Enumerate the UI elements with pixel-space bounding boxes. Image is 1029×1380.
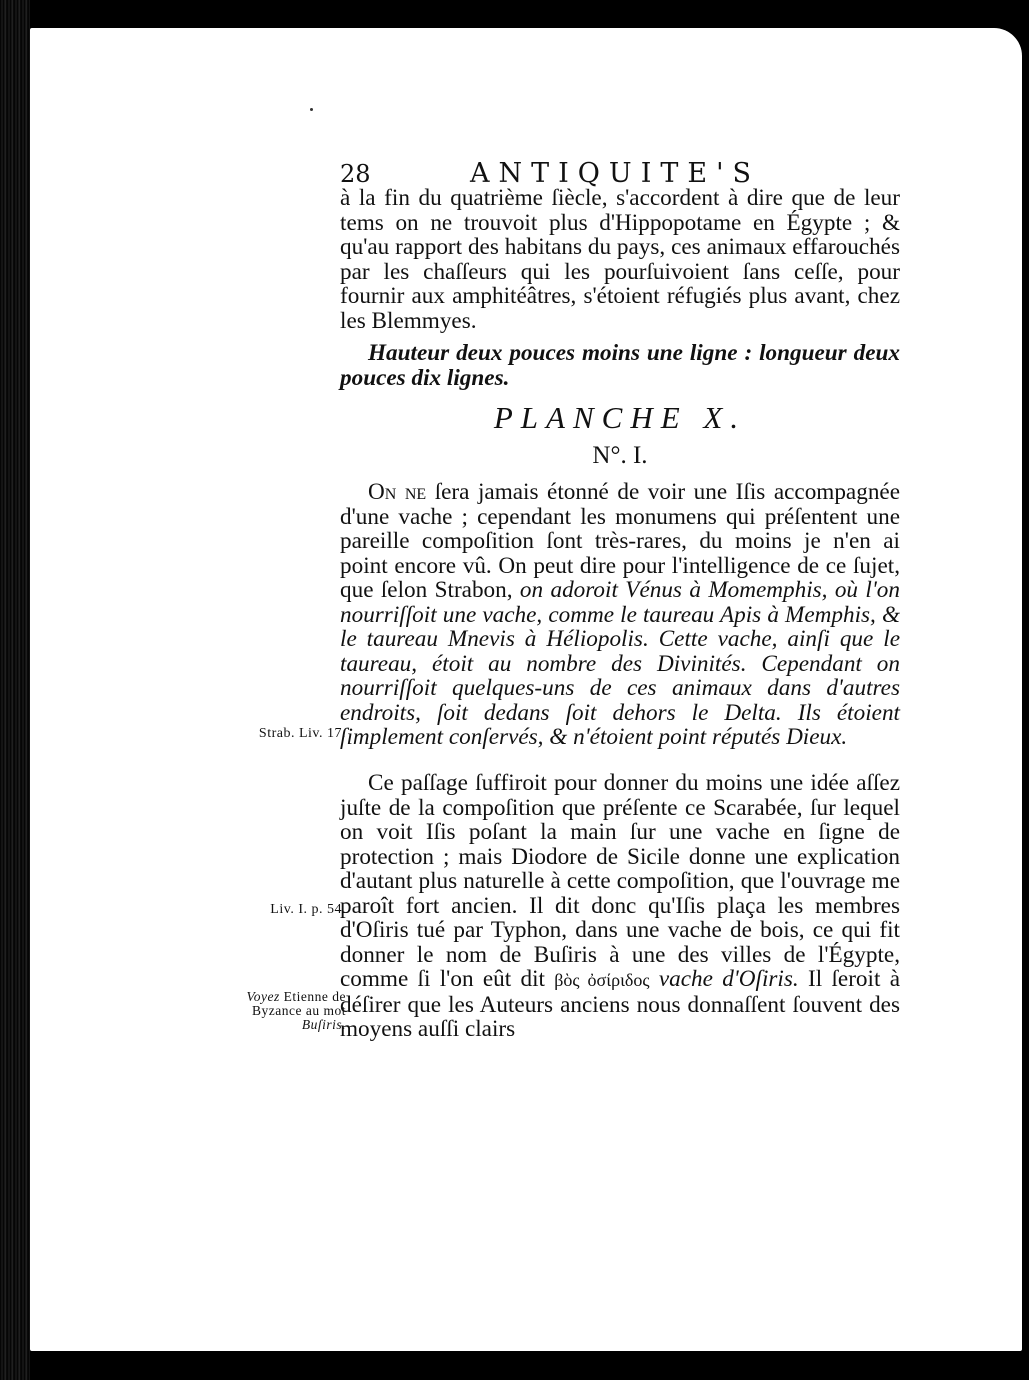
greek-phrase: βὸς ὀσίριδος xyxy=(554,970,650,990)
dimensions-note: Hauteur deux pouces moins une ligne : longueur deux pouces dix lignes. xyxy=(340,340,900,391)
body-paragraph-1 xyxy=(340,480,900,750)
page-number: 28 xyxy=(340,160,371,188)
margin-note-voyez: Voyez xyxy=(246,989,280,1004)
continuation-paragraph: à la fin du quatrième ſiècle, s'accordent à dire que de leur tems on ne trouvoit plus d'Hippopotame en Égypte ; & qu'au rapport des habitans du pays, ces animaux effarouchés par les chaſſeurs qui les pourſuivoient ſans ceſſe, pour fournir aux amphitéâtres, s'étoient réfugiés plus avant, chez les Blemmyes. xyxy=(340,185,900,334)
margin-note-etienne-text: Etienne de Byzance au mot xyxy=(252,989,346,1018)
running-title: ANTIQUITE'S xyxy=(470,158,760,189)
paragraph-2-text-a: Ce paſſage ſuffiroit pour donner du moins une idée aſſez juſte de la compoſition que préſente ce Scarabée, ſur lequel on voit Iſis poſant la main ſur une vache en ſigne de protection ; mais Diodore de Sicile donne une explication d'autant plus naturelle à cette compoſition, que l'ouvrage me paroît fort ancien. Il dit donc qu'Iſis plaça les membres d'Oſiris tué par Typhon, dans une vache de bois, ce qui fit donner le nom de Buſiris à une des villes de l'Égypte, comme ſi l'on eût dit xyxy=(340,770,900,992)
margin-note-strabo: Strab. Liv. 17. xyxy=(258,726,346,741)
body-paragraph-2 xyxy=(340,771,900,1042)
margin-note-etienne xyxy=(210,990,346,1032)
paragraph-1-text: ſera jamais étonné de voir une Iſis accompagnée d'une vache ; cependant les monumens qui préſentent une pareille compoſition ſont très-rares, du moins je n'en ai point encore vû. On peut dire pour l'intelligence de ce ſujet, que ſelon Strabon, xyxy=(340,479,900,603)
plate-number: N°. I. xyxy=(592,442,648,469)
paragraph-lead-words: On ne xyxy=(368,479,427,505)
margin-note-busiris: Buſiris. xyxy=(301,1017,346,1032)
greek-translation: vache d'Oſiris. xyxy=(649,966,799,992)
margin-note-diodorus: Liv. I. p. 54. xyxy=(270,902,346,917)
ink-speck xyxy=(310,108,313,111)
paragraph-2-text-b: Il ſeroit à déſirer que les Auteurs anciens nous donnaſſent ſouvent des moyens auſſi clairs xyxy=(340,966,900,1042)
book-binding-edge xyxy=(0,0,30,1380)
plate-title: PLANCHE X. xyxy=(493,400,747,435)
strabo-quotation: on adoroit Vénus à Momemphis, où l'on nourriſſoit une vache, comme le taureau Apis à Memphis, & le taureau Mnevis à Héliopolis. Cette vache, ainſi que le taureau, étoit au nombre des Divinités. Cependant on nourriſſoit quelques-uns de ces animaux dans d'autres endroits, ſoit dedans ſoit dehors le Delta. Ils étoient ſimplement conſervés, & n'étoient point réputés Dieux. xyxy=(340,577,900,750)
